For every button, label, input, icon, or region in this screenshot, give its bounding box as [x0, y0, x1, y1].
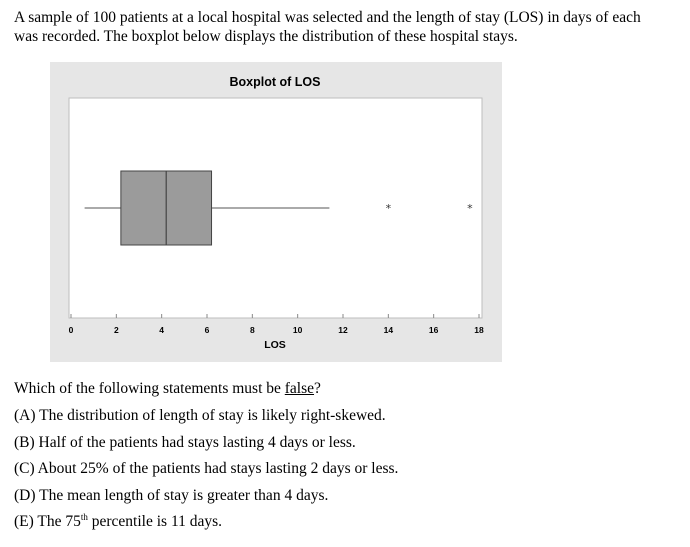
x-tick-label: 0 — [68, 325, 74, 335]
option-e-suffix: percentile is 11 days. — [87, 513, 223, 530]
x-tick-label: 4 — [159, 325, 165, 335]
answer-options — [14, 406, 398, 539]
outlier-point: * — [385, 202, 392, 215]
intro-line-1: A sample of 100 patients at a local hospital was selected and the length of stay (LOS) in days of each — [14, 9, 641, 26]
x-tick-label: 2 — [113, 325, 119, 335]
question-suffix: ? — [314, 380, 321, 397]
question-prefix: Which of the following statements must be — [14, 380, 285, 397]
option-c: (C) About 25% of the patients had stays lasting 2 days or less. — [14, 460, 399, 477]
option-e — [14, 512, 398, 539]
boxplot-chart — [50, 62, 502, 362]
option-a: (A) The distribution of length of stay is likely right-skewed. — [14, 407, 386, 424]
x-tick-label: 10 — [292, 325, 303, 335]
outlier-point: * — [467, 202, 473, 215]
option-e-prefix: (E) The 75 — [14, 513, 81, 530]
x-axis-label: LOS — [264, 339, 286, 351]
x-tick-label: 6 — [204, 325, 210, 335]
intro-line-2: was recorded. The boxplot below displays the distribution of these hospital stays. — [14, 28, 518, 45]
question-emphasis: false — [284, 380, 315, 397]
chart-title: Boxplot of LOS — [229, 75, 321, 89]
x-tick-label: 16 — [428, 325, 439, 335]
option-d: (D) The mean length of stay is greater than 4 days. — [14, 486, 329, 504]
x-tick-label: 18 — [474, 325, 484, 335]
x-tick-label: 14 — [383, 325, 394, 335]
x-tick-label: 8 — [249, 325, 255, 335]
x-tick-label: 12 — [338, 325, 348, 335]
intro-text — [14, 8, 684, 46]
option-b: (B) Half of the patients had stays lasting 4 days or less. — [14, 433, 356, 451]
boxplot-figure — [50, 62, 502, 362]
option-e-superscript: th — [80, 511, 88, 522]
question-text — [14, 380, 321, 398]
